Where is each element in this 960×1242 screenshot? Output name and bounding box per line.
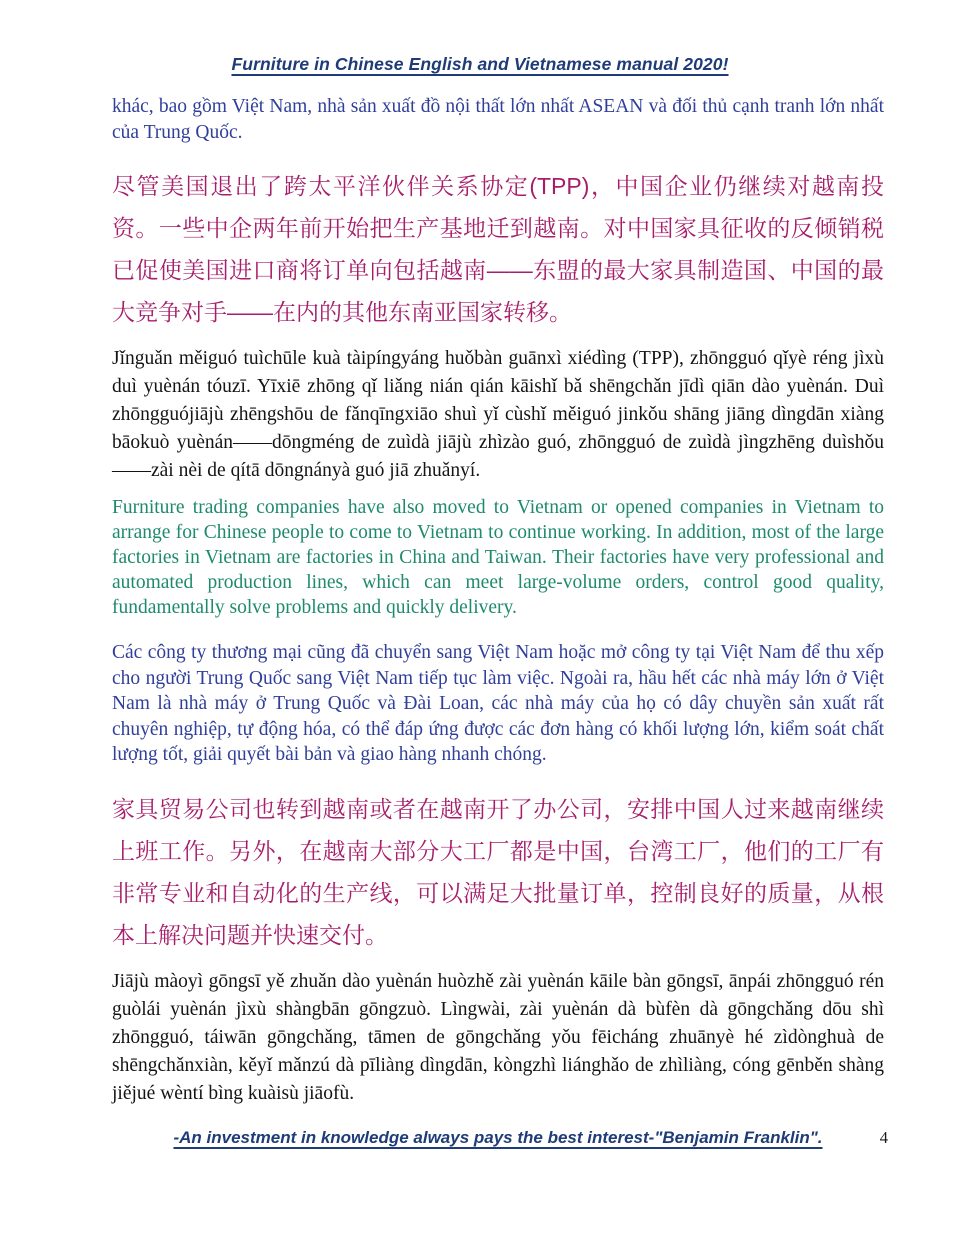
- paragraph-pinyin-2: Jiājù màoyì gōngsī yě zhuǎn dào yuènán huòzhě zài yuènán kāile bàn gōngsī, ānpái zhōngguó rén guòlái yuènán jìxù shàngbān gōngzuò. Lìngwài, zài yuènán dà bùfèn dà gōngchǎng dōu shì zhōngguó, táiwān gōngchǎng, tāmen de gōngchǎng yǒu fēicháng zhuānyè hé zìdònghuà de shēngchǎnxiàn, kěyǐ mǎnzú dà pīliàng dìngdān, kòngzhì liánghǎo de zhìliàng, cóng gēnběn shàng jiějué wèntí bìng kuàisù jiāofù.: [112, 970, 884, 1104]
- page-header: [0, 54, 960, 75]
- paragraph-vietnamese-1: khác, bao gồm Việt Nam, nhà sản xuất đồ nội thất lớn nhất ASEAN và đối thủ cạnh tranh lớn nhất của Trung Quốc.: [112, 96, 884, 143]
- paragraph-vietnamese-2: Các công ty thương mại cũng đã chuyển sang Việt Nam hoặc mở công ty tại Việt Nam để thu xếp cho người Trung Quốc sang Việt Nam tiếp tục làm việc. Ngoài ra, hầu hết các nhà máy lớn ở Việt Nam là nhà máy ở Trung Quốc và Đài Loan, các nhà máy của họ có dây chuyền sản xuất rất chuyên nghiệp, tự động hóa, có thể đáp ứng được các đơn hàng có khối lượng lớn, kiểm soát chất lượng tốt, giải quyết bài bản và giao hàng nhanh chóng.: [112, 642, 884, 765]
- page-footer: [112, 1128, 884, 1148]
- paragraph-chinese-1: 尽管美国退出了跨太平洋伙伴关系协定(TPP)，中国企业仍继续对越南投资。一些中企两年前开始把生产基地迁到越南。对中国家具征收的反倾销税已促使美国进口商将订单向包括越南——东盟的最大家具制造国、中国的最大竞争对手——在内的其他东南亚国家转移。: [112, 173, 884, 325]
- paragraph-chinese-2: 家具贸易公司也转到越南或者在越南开了办公司，安排中国人过来越南继续上班工作。另外，在越南大部分大工厂都是中国，台湾工厂，他们的工厂有非常专业和自动化的生产线，可以满足大批量订单，控制良好的质量，从根本上解决问题并快速交付。: [112, 795, 884, 948]
- paragraph-pinyin-1: Jǐnguǎn měiguó tuìchūle kuà tàipíngyáng huǒbàn guānxì xiédìng (TPP), zhōngguó qǐyè réng jìxù duì yuènán tóuzī. Yīxiē zhōng qǐ liǎng nián qián kāishǐ bǎ shēngchǎn jīdì qiān dào yuènán. Duì zhōngguójiājù zhēngshōu de fǎnqīngxiāo shuì yǐ cùshǐ měiguó jinkǒu shāng jiāng dìngdān xiàng bāokuò yuènán——dōngméng de zuìdà jiājù zhìzào guó, zhōngguó de zuìdà jìngzhēng duìshǒu——zài nèi de qítā dōngnányà guó jiā zhuǎnyí.: [112, 348, 884, 481]
- document-body: [112, 94, 884, 1118]
- footer-quote: -An investment in knowledge always pays the best interest-"Benjamin Franklin".: [173, 1128, 823, 1147]
- page-number: 4: [879, 1128, 888, 1147]
- page-title: Furniture in Chinese English and Vietnamese manual 2020!: [231, 54, 729, 74]
- paragraph-english-1: Furniture trading companies have also moved to Vietnam or opened companies in Vietnam to arrange for Chinese people to come to Vietnam to continue working. In addition, most of the large factories in Vietnam are factories in China and Taiwan. Their factories have very professional and automated production lines, which can meet large-volume orders, control good quality, fundamentally solve problems and quickly delivery.: [112, 497, 884, 618]
